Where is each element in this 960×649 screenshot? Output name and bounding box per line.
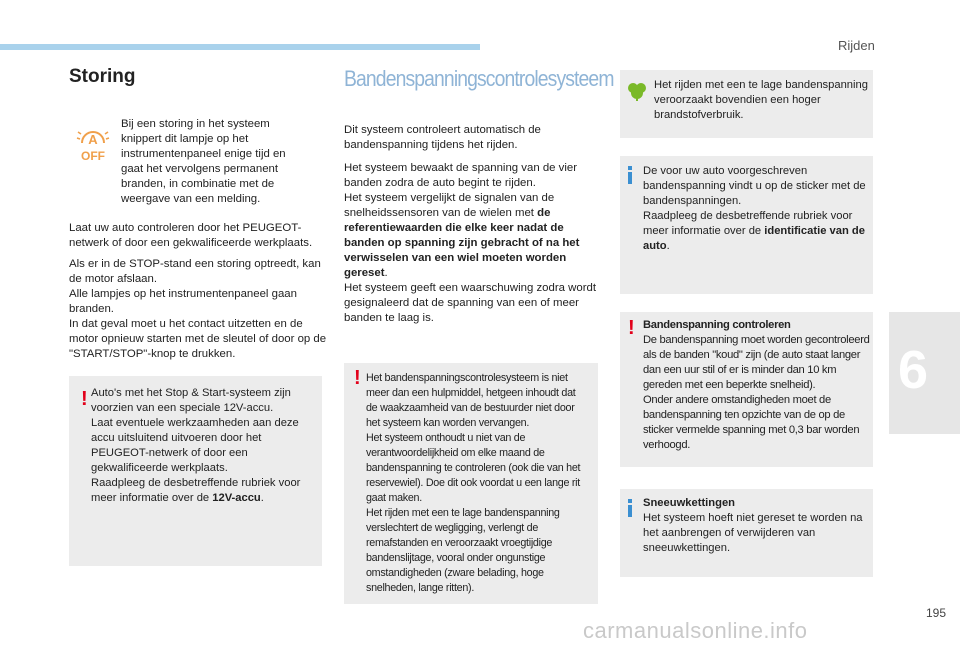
- eco-text: Het rijden met een te lage bandenspanning veroorzaakt bovendien een hoger brandstofverbruik.: [654, 79, 868, 121]
- warning-line: Laat eventuele werkzaamheden aan deze accu uitsluitend uitvoeren door het PEUGEOT-netwerk of door een gekwalificeerde werkplaats.: [91, 417, 299, 474]
- warning-light-label: OFF: [81, 149, 105, 163]
- storing-paragraph-2: [69, 257, 327, 362]
- info-box-text: [643, 496, 871, 556]
- storing-line: In dat geval moet u het contact uitzetten en de motor opnieuw starten met de sleutel of door op de "START/STOP"-knop te drukken.: [69, 318, 327, 360]
- warning-box-text: [91, 386, 319, 506]
- adaptive-headlamp-off-icon: [76, 123, 110, 163]
- warning-box-pressure-check: [620, 312, 873, 467]
- warning-line: Het bandenspanningscontrolesysteem is niet meer dan een hulpmiddel, hetgeen inhoudt dat de waakzaamheid van de bestuurder niet door het systeem kan worden vervangen.: [366, 372, 576, 429]
- storing-body: [69, 221, 327, 362]
- tpms-line: Het systeem vergelijkt de signalen van de snelheidssensoren van de wielen met: [344, 192, 555, 219]
- warning-exclamation-icon: !: [628, 317, 635, 339]
- eco-leaf-icon: [626, 80, 648, 102]
- tpms-suffix: .: [384, 267, 388, 279]
- warning-ref-suffix: .: [260, 492, 264, 504]
- section-title-tpms: Bandenspanningscontrolesysteem: [344, 66, 614, 91]
- chapter-number: 6: [898, 340, 929, 400]
- warning-light-symbol: A: [88, 132, 98, 147]
- warning-line: Het rijden met een te lage bandenspanning verslechtert de wegligging, verlengt de remafstanden en veroorzaakt vroegtijdige bandenslijtage, vooral onder ongunstige omstandigheden (zware belading, hoge snelheden, lange ritten).: [366, 507, 560, 594]
- storing-intro: Bij een storing in het systeem knippert dit lampje op het instrumentenpaneel enige tijd en gaat het vervolgens permanent branden, in combinatie met de weergave van een melding.: [121, 118, 286, 205]
- warning-box-stop-start: [69, 376, 322, 566]
- warning-box-text: [366, 371, 587, 596]
- warning-line: Het systeem onthoudt u niet van de verantwoordelijkheid om elke maand de bandenspanning te controleren (ook die van het reservewiel). Doe dit ook voordat u een lange rit gaat maken.: [366, 432, 581, 504]
- watermark: carmanualsonline.info: [583, 618, 808, 643]
- tpms-line: Het systeem bewaakt de spanning van de vier banden zodra de auto begint te rijden.: [344, 162, 578, 189]
- page-number: 195: [926, 606, 947, 620]
- tpms-line: Het systeem geeft een waarschuwing zodra wordt gesignaleerd dat de spanning van een of meer banden te laag is.: [344, 282, 596, 324]
- tpms-paragraph-2: [344, 161, 599, 326]
- storing-paragraph-1: Laat uw auto controleren door het PEUGEOT-netwerk of door een gekwalificeerde werkplaats.: [69, 222, 313, 249]
- warning-box-tpms: [344, 363, 598, 604]
- info-box-vehicle-id: [620, 156, 873, 294]
- storing-line: Alle lampjes op het instrumentenpaneel gaan branden.: [69, 288, 297, 315]
- warning-ref-link: 12V-accu: [212, 492, 261, 504]
- info-box-text: [643, 164, 871, 254]
- section-title-storing: Storing: [69, 66, 136, 87]
- warning-exclamation-icon: !: [354, 367, 361, 389]
- eco-box: [620, 70, 873, 138]
- warning-line: Auto's met het Stop & Start-systeem zijn voorzien van een speciale 12V-accu.: [91, 387, 291, 414]
- warning-exclamation-icon: !: [81, 388, 88, 410]
- info-line: De voor uw auto voorgeschreven bandenspanning vindt u op de sticker met de bandenspanningen.: [643, 165, 866, 207]
- info-box-title: Sneeuwkettingen: [643, 497, 736, 509]
- storing-line: Als er in de STOP-stand een storing optreedt, kan de motor afslaan.: [69, 258, 321, 285]
- info-icon: [628, 499, 633, 517]
- info-icon: [628, 166, 633, 184]
- warning-box-text: [643, 318, 871, 453]
- tpms-bold-text: de referentiewaarden die elke keer nadat de banden op spanning zijn gebracht of na het verwisselen van een wiel moeten worden gereset: [344, 207, 580, 279]
- info-ref-text: Raadpleeg de desbetreffende rubriek voor meer informatie over de: [643, 210, 853, 237]
- tpms-body: [344, 123, 599, 332]
- warning-ref-text: Raadpleeg de desbetreffende rubriek voor meer informatie over de: [91, 477, 301, 504]
- info-ref-link: identificatie van de auto: [643, 225, 865, 252]
- chapter-title: Rijden: [838, 38, 875, 53]
- warning-box-title: Bandenspanning controleren: [643, 319, 791, 331]
- warning-line: Onder andere omstandigheden moet de bandenspanning ten opzichte van de op de sticker vermelde spanning met 0,3 bar worden verhoogd.: [643, 394, 860, 451]
- info-box-snow-chains: [620, 489, 873, 577]
- tpms-paragraph-1: Dit systeem controleert automatisch de bandenspanning tijdens het rijden.: [344, 124, 541, 151]
- header-rule: [0, 44, 480, 50]
- info-line: Het systeem hoeft niet gereset te worden na het aanbrengen of verwijderen van sneeuwkettingen.: [643, 512, 863, 554]
- warning-line: De bandenspanning moet worden gecontroleerd als de banden "koud" zijn (de auto staat langer dan een uur stil of er is minder dan 10 km gereden met een beperkte snelheid).: [643, 334, 870, 391]
- info-ref-suffix: .: [666, 240, 670, 252]
